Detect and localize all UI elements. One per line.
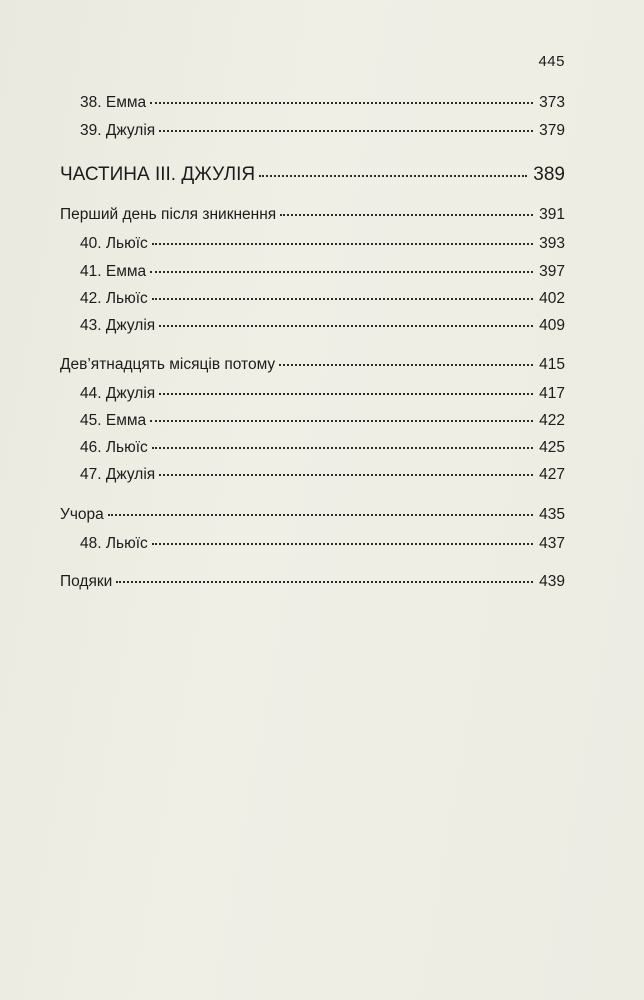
dot-leader: [279, 364, 533, 366]
toc-entry-section-yesterday: [60, 506, 565, 524]
toc-entry-label: 46. Льюїс: [80, 439, 148, 456]
toc-entry-page: 391: [539, 206, 565, 223]
dot-leader: [280, 214, 533, 216]
toc-entry-chapter-41: [80, 263, 565, 281]
dot-leader: [150, 420, 533, 422]
toc-entry-label: 45. Емма: [80, 412, 147, 429]
page-number: 445: [538, 53, 565, 70]
dot-leader: [159, 325, 533, 327]
dot-leader: [159, 130, 533, 132]
toc-entry-page: 415: [539, 356, 565, 373]
dot-leader: [150, 271, 533, 273]
toc-entry-acknowledgements: [60, 573, 565, 591]
dot-leader: [259, 175, 527, 177]
toc-entry-page: 393: [539, 235, 565, 252]
dot-leader: [152, 447, 533, 449]
toc-entry-section-nineteen-months: [60, 356, 565, 374]
toc-entry-page: 435: [539, 506, 565, 523]
toc-entry-part-3: [60, 164, 565, 186]
toc-entry-label: 42. Льюїс: [80, 290, 148, 307]
toc-entry-chapter-48: [80, 535, 565, 553]
toc-entry-label: 38. Емма: [80, 94, 147, 111]
dot-leader: [152, 298, 533, 300]
dot-leader: [108, 514, 533, 516]
dot-leader: [150, 102, 533, 104]
toc-entry-page: 402: [539, 290, 565, 307]
toc-entry-page: 397: [539, 263, 565, 280]
toc-entry-label: 48. Льюїс: [80, 535, 148, 552]
toc-entry-chapter-45: [80, 412, 565, 430]
toc-entry-page: 427: [539, 466, 565, 483]
toc-entry-page: 422: [539, 412, 565, 429]
dot-leader: [152, 243, 533, 245]
toc-entry-section-first-day: [60, 206, 565, 224]
toc-entry-label: Дев’ятнадцять місяців потому: [60, 356, 276, 373]
toc-entry-page: 417: [539, 385, 565, 402]
toc-entry-label: 44. Джулія: [80, 385, 156, 402]
toc-entry-label: ЧАСТИНА III. ДЖУЛІЯ: [60, 164, 256, 185]
toc-entry-chapter-44: [80, 385, 565, 403]
toc-entry-chapter-47: [80, 466, 565, 484]
toc-entry-label: 47. Джулія: [80, 466, 156, 483]
toc-entry-page: 439: [539, 573, 565, 590]
dot-leader: [159, 474, 533, 476]
toc-entry-label: 43. Джулія: [80, 317, 156, 334]
toc-entry-label: Учора: [60, 506, 104, 523]
dot-leader: [159, 393, 533, 395]
toc-entry-chapter-46: [80, 439, 565, 457]
toc-entry-page: 389: [533, 164, 565, 185]
toc-entry-label: Перший день після зникнення: [60, 206, 277, 223]
toc-entry-label: 40. Льюїс: [80, 235, 148, 252]
toc-entry-page: 425: [539, 439, 565, 456]
toc-entry-chapter-43: [80, 317, 565, 335]
toc-entry-page: 373: [539, 94, 565, 111]
toc-entry-page: 437: [539, 535, 565, 552]
dot-leader: [152, 543, 533, 545]
toc-entry-chapter-40: [80, 235, 565, 253]
toc-entry-chapter-39: [80, 122, 565, 140]
toc-entry-page: 379: [539, 122, 565, 139]
toc-entry-label: Подяки: [60, 573, 113, 590]
toc-entry-chapter-38: [80, 94, 565, 112]
toc-entry-label: 39. Джулія: [80, 122, 156, 139]
dot-leader: [116, 581, 533, 583]
toc-entry-label: 41. Емма: [80, 263, 147, 280]
toc-entry-page: 409: [539, 317, 565, 334]
toc-entry-chapter-42: [80, 290, 565, 308]
